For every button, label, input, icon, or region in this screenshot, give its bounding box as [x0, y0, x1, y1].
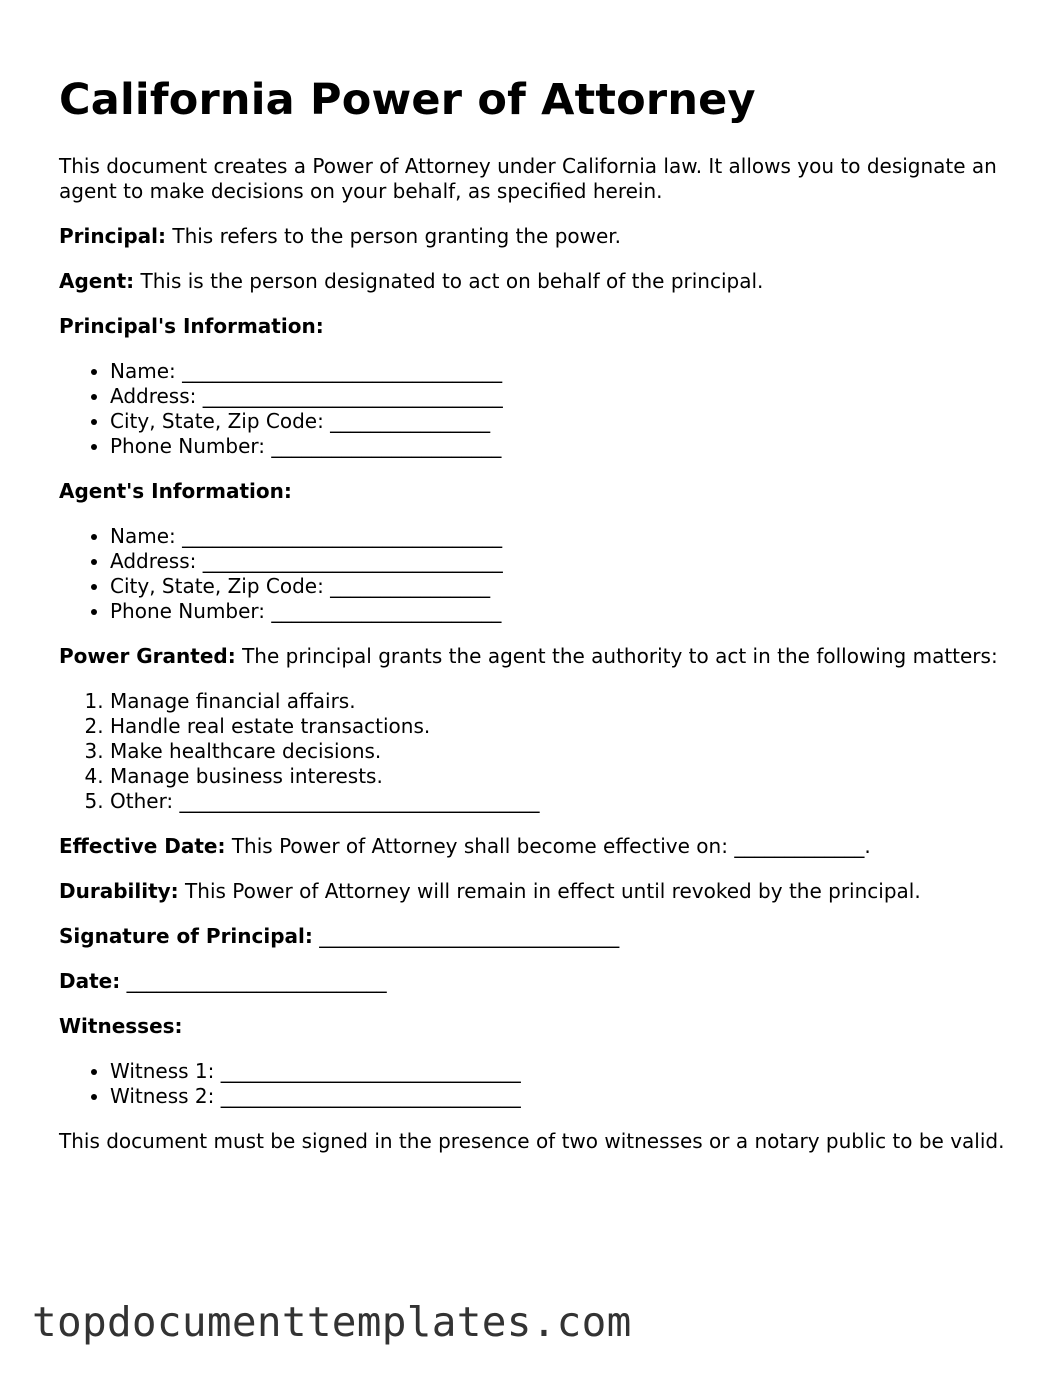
principal-address-field[interactable]: • Address: ______________________________ — [110, 384, 1019, 409]
power-item-financial: 1. Manage financial affairs. — [110, 689, 1019, 714]
agent-address-field[interactable]: • Address: ______________________________ — [110, 549, 1019, 574]
page-title: California Power of Attorney — [59, 75, 756, 125]
agent-definition-text: This is the person designated to act on behalf of the principal. — [134, 269, 764, 293]
agent-definition — [59, 269, 1019, 294]
witness-1-field[interactable]: • Witness 1: ______________________________ — [110, 1059, 1019, 1084]
date-line[interactable] — [59, 969, 1019, 994]
closing-paragraph: This document must be signed in the presence of two witnesses or a notary public to be valid. — [59, 1129, 1005, 1153]
principal-city-state-zip-field[interactable]: • City, State, Zip Code: ________________ — [110, 409, 1019, 434]
power-item-healthcare: 3. Make healthcare decisions. — [110, 739, 1019, 764]
intro-paragraph: This document creates a Power of Attorney under California law. It allows you to designate an agent to make decisions on your behalf, as specified herein. — [59, 154, 997, 203]
principal-definition-text: This refers to the person granting the power. — [166, 224, 622, 248]
signature-line[interactable] — [59, 924, 1019, 949]
agent-phone-field[interactable]: • Phone Number: _______________________ — [110, 599, 1019, 624]
durability-paragraph — [59, 879, 1019, 904]
power-granted-text: The principal grants the agent the authority to act in the following matters: — [235, 644, 998, 668]
principal-phone-field[interactable]: • Phone Number: _______________________ — [110, 434, 1019, 459]
effective-date-paragraph[interactable] — [59, 834, 1019, 859]
agent-definition-label: Agent: — [59, 269, 135, 293]
principal-name-field[interactable]: • Name: ________________________________ — [110, 359, 1019, 384]
power-item-business: 4. Manage business interests. — [110, 764, 1019, 789]
principal-definition-label: Principal: — [59, 224, 166, 248]
power-item-other-field[interactable]: 5. Other: ____________________________________ — [110, 789, 1019, 814]
witnesses-list — [59, 1059, 1019, 1109]
signature-blank: ______________________________ — [312, 924, 620, 948]
signature-label: Signature of Principal: — [59, 924, 313, 948]
power-granted-paragraph — [59, 644, 1019, 669]
principal-info-list — [59, 359, 1019, 459]
document-page — [59, 72, 1019, 1174]
site-watermark: topdocumenttemplates.com — [32, 1298, 632, 1346]
power-granted-list — [59, 689, 1019, 814]
agent-name-field[interactable]: • Name: ________________________________ — [110, 524, 1019, 549]
agent-info-heading: Agent's Information: — [59, 479, 292, 503]
agent-info-list — [59, 524, 1019, 624]
effective-date-label: Effective Date: — [59, 834, 226, 858]
principal-info-heading: Principal's Information: — [59, 314, 324, 338]
principal-definition — [59, 224, 1019, 249]
date-label: Date: — [59, 969, 121, 993]
power-granted-label: Power Granted: — [59, 644, 236, 668]
witness-2-field[interactable]: • Witness 2: ______________________________ — [110, 1084, 1019, 1109]
durability-text: This Power of Attorney will remain in effect until revoked by the principal. — [178, 879, 921, 903]
agent-city-state-zip-field[interactable]: • City, State, Zip Code: ________________ — [110, 574, 1019, 599]
date-blank: __________________________ — [120, 969, 387, 993]
durability-label: Durability: — [59, 879, 179, 903]
witnesses-heading: Witnesses: — [59, 1014, 183, 1038]
effective-date-text: This Power of Attorney shall become effective on: _____________. — [225, 834, 871, 858]
power-item-real-estate: 2. Handle real estate transactions. — [110, 714, 1019, 739]
